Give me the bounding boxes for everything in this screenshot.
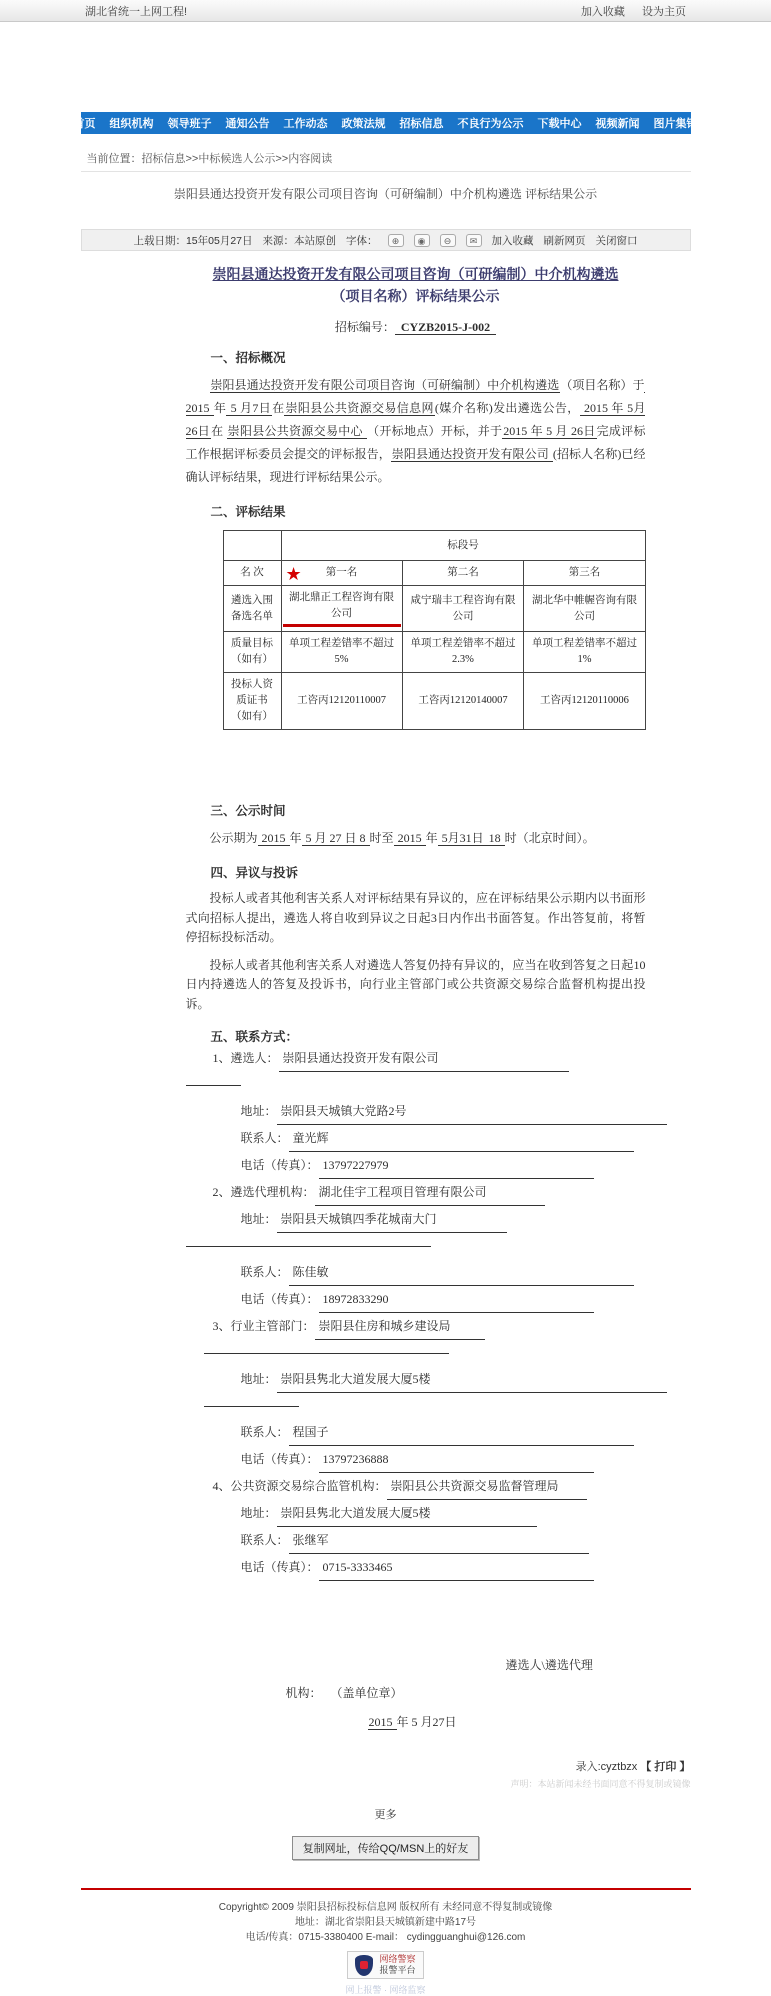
table-row [223, 586, 645, 632]
shortlist-second-cell: 咸宁瑞丰工程咨询有限公司 [402, 586, 524, 632]
contact3-person: 联系人： 程国子 [241, 1419, 646, 1446]
contact4-heading: 4、公共资源交易综合监管机构： 崇阳县公共资源交易监督管理局 [213, 1473, 646, 1500]
nav-item-bad-behavior[interactable]: 不良行为公示 [457, 118, 524, 130]
red-star-icon: ★ [285, 564, 302, 584]
meta-bar [81, 229, 691, 251]
contact4-person: 联系人： 张继军 [241, 1527, 646, 1554]
table-row [223, 561, 645, 586]
shortlist-third-cell: 湖北华中帷幄咨询有限公司 [524, 586, 645, 632]
contact3-heading: 3、行业主管部门： 崇阳县住房和城乡建设局 [213, 1313, 646, 1340]
contact1-address: 地址： 崇阳县天城镇大党路2号 [241, 1098, 646, 1125]
bid-number-label: 招标编号： [334, 320, 395, 334]
quality-first-cell: 单项工程差错率不超过5% [281, 632, 402, 673]
section5-heading: 五、联系方式： [210, 1030, 299, 1044]
divider [81, 171, 691, 172]
footer [81, 1900, 691, 1945]
nav-item-notices[interactable]: 通知公告 [225, 118, 270, 130]
meta-close-link[interactable]: 关闭窗口 [595, 234, 638, 247]
bid-number-value: CYZB2015-J-002 [395, 320, 496, 335]
breadcrumb-label: 当前位置： [86, 153, 142, 165]
contact4-name: 崇阳县公共资源交易监督管理局 [387, 1473, 587, 1500]
section4-paragraph2: 投标人或者其他利害关系人对遴选人答复仍持有异议的，应当在收到答复之日起10日内持遴选人的答复及投诉书，向行业主管部门或公共资源交易综合监督机构提出投诉。 [185, 957, 646, 1011]
page-title: 崇阳县通达投资开发有限公司项目咨询（可研编制）中介机构遴选 评标结果公示 [173, 187, 598, 201]
nav-item-leadership[interactable]: 领导班子 [167, 118, 212, 130]
quality-label-cell: 质量目标（如有） [223, 632, 281, 673]
section3-heading: 三、公示时间 [210, 804, 286, 818]
document-title-line1: 崇阳县通达投资开发有限公司项目咨询（可研编制）中介机构遴选 [212, 268, 619, 283]
source: 来源：本站原创 [262, 234, 337, 247]
nav-item-home[interactable]: 首页 [73, 118, 96, 130]
breadcrumb-link-bid-info[interactable]: 招标信息 [141, 153, 186, 165]
section-number-header: 标段号 [281, 531, 645, 561]
contact1-phone: 电话（传真）： 13797227979 [241, 1152, 646, 1179]
signature-line1: 遴选人\遴选代理 [505, 1658, 593, 1672]
breadcrumb-separator: >> [185, 153, 199, 165]
admin-line [81, 1758, 691, 1774]
shortlist-label-cell: 遴选入围备选名单 [223, 586, 281, 632]
contact2-name: 湖北佳宇工程项目管理有限公司 [315, 1179, 545, 1206]
contact3-phone: 电话（传真）： 13797236888 [241, 1446, 646, 1473]
badge-line2: 报警平台 [379, 1965, 416, 1975]
contact2-heading: 2、遴选代理机构： 湖北佳宇工程项目管理有限公司 [213, 1179, 646, 1206]
table-row [223, 632, 645, 673]
nav-item-bid-info[interactable]: 招标信息 [399, 118, 444, 130]
contact1-name: 崇阳县通达投资开发有限公司 [279, 1045, 569, 1072]
blank-underline [186, 1072, 646, 1098]
breadcrumb [81, 150, 691, 166]
share-url-button[interactable]: 复制网址，传给QQ/MSN上的好友 [292, 1836, 480, 1860]
certificate-label-cell: 投标人资质证书（如有） [223, 673, 281, 730]
nav-item-downloads[interactable]: 下载中心 [537, 118, 582, 130]
document-title [186, 265, 646, 309]
certificate-second-cell: 工咨丙12120140007 [402, 673, 524, 730]
contact4-address: 地址： 崇阳县隽北大道发展大厦5楼 [241, 1500, 646, 1527]
signature-line2: 机构： （盖单位章） [285, 1686, 403, 1700]
footer-contact: 电话/传真：0715-3380400 E-mail： cydingguanghui@126.com [245, 1932, 526, 1943]
bottom-faint-links: 网上报警 · 网络监察 [345, 1985, 426, 1995]
section1-paragraph: 崇阳县通达投资开发有限公司项目咨询（可研编制）中介机构遴选（项目名称）于 2015 年 5 月7日在崇阳县公共资源交易信息网(媒介名称)发出遴选公告， 2015 年 5月 26日在 崇阳县公共资源交易中心 （开标地点）开标，并于2015 年 5 月 26日完成评标工作根据评标委员会提交的评标报告，崇阳县通达投资开发有限公司 (招标人名称)已经确认评标结果，现进行评标结果公示。 [185, 378, 646, 484]
certificate-first-cell: 工咨丙12120110007 [281, 673, 402, 730]
contact4-phone: 电话（传真）： 0715-3333465 [241, 1554, 646, 1581]
signature-date: 2015 年 5 月27日 [368, 1715, 457, 1729]
footer-divider [81, 1888, 691, 1890]
police-badge-icon [355, 1955, 373, 1976]
blank-underline [186, 1340, 646, 1366]
rank-second-cell: 第二名 [402, 561, 524, 586]
rank-label-cell: 名 次 [223, 561, 281, 586]
topbar [0, 0, 771, 22]
breadcrumb-separator: >> [275, 153, 289, 165]
entry-by: 录入:cyztbzx [575, 1761, 638, 1773]
winner-company: 湖北鼎正工程咨询有限公司 [289, 592, 395, 619]
print-button[interactable]: 【 打印 】 [640, 1761, 691, 1773]
badge-line1: 网络警察 [379, 1954, 416, 1964]
section4-heading: 四、异议与投诉 [210, 866, 299, 880]
font-size-label: 字体： [346, 234, 378, 247]
font-default-icon[interactable]: ◉ [414, 234, 430, 247]
quality-third-cell: 单项工程差错率不超过1% [524, 632, 645, 673]
shortlist-first-cell [281, 586, 402, 632]
certificate-third-cell: 工咨丙12120110006 [524, 673, 645, 730]
nav-item-work-news[interactable]: 工作动态 [283, 118, 328, 130]
upload-date: 上载日期：15年05月27日 [133, 234, 253, 247]
rank-third-cell: 第三名 [524, 561, 645, 586]
contact3-name: 崇阳县住房和城乡建设局 [315, 1313, 485, 1340]
contact1-heading: 1、遴选人： 崇阳县通达投资开发有限公司 [213, 1045, 646, 1072]
quality-second-cell: 单项工程差错率不超过2.3% [402, 632, 524, 673]
section1-heading: 一、招标概况 [210, 351, 286, 365]
cyber-police-badge[interactable] [347, 1951, 423, 1979]
contact1-person: 联系人： 童光辉 [241, 1125, 646, 1152]
rank-first-label: 第一名 [325, 567, 358, 578]
main-nav [73, 112, 698, 134]
font-zoom-out-icon[interactable]: ⊖ [440, 234, 456, 247]
breadcrumb-current: 内容阅读 [288, 153, 333, 165]
footer-copyright: Copyright© 2009 崇阳县招标投标信息网 版权所有 未经同意不得复制或镜像 [218, 1902, 553, 1913]
blank-underline [186, 1233, 646, 1259]
meta-refresh-link[interactable]: 刷新网页 [543, 234, 586, 247]
add-favorite-link[interactable]: 加入收藏 [580, 5, 625, 18]
document-body [81, 251, 691, 1736]
nav-item-photos[interactable]: 图片集锦 [653, 118, 698, 130]
contact2-person: 联系人： 陈佳敏 [241, 1259, 646, 1286]
mail-icon[interactable]: ✉ [466, 234, 482, 247]
font-zoom-in-icon[interactable]: ⊕ [388, 234, 404, 247]
footer-address: 地址：湖北省崇阳县天城镇新建中路17号 [294, 1917, 477, 1928]
contact3-address: 地址： 崇阳县隽北大道发展大厦5楼 [241, 1366, 646, 1393]
blank-underline [186, 1393, 646, 1419]
document-title-line2: （项目名称）评标结果公示 [331, 290, 500, 305]
nav-item-video-news[interactable]: 视频新闻 [595, 118, 640, 130]
rank-first-cell [281, 561, 402, 586]
contact2-address: 地址： 崇阳县天城镇四季花城南大门 [241, 1206, 646, 1233]
table-row [223, 531, 645, 561]
more-link[interactable]: 更多 [374, 1809, 397, 1821]
section3-paragraph: 公示期为 2015 年 5 月 27 日 8 时至 2015 年 5月31日 18 时（北京时间）。 [209, 831, 595, 845]
set-home-link[interactable]: 设为主页 [642, 5, 686, 18]
breadcrumb-link-winner-publicity[interactable]: 中标候选人公示 [198, 153, 276, 165]
contact2-phone: 电话（传真）： 18972833290 [241, 1286, 646, 1313]
section2-heading: 二、评标结果 [210, 505, 286, 519]
bid-number-line [186, 318, 646, 335]
disclaimer-note: 声明：本站新闻未经书面同意不得复制或镜像 [510, 1779, 691, 1789]
nav-item-policies[interactable]: 政策法规 [341, 118, 386, 130]
meta-add-favorite-link[interactable]: 加入收藏 [491, 234, 534, 247]
nav-item-organization[interactable]: 组织机构 [109, 118, 154, 130]
section4-paragraph1: 投标人或者其他利害关系人对评标结果有异议的，应在评标结果公示期内以书面形式向招标人提出，遴选人将自收到异议之日起3日内作出书面答复。作出答复前，将暂停招标投标活动。 [185, 891, 646, 944]
table-row [223, 673, 645, 730]
red-underline-mark [283, 624, 401, 627]
site-note: 湖北省统一上网工程! [85, 5, 188, 18]
evaluation-result-table [223, 530, 646, 730]
